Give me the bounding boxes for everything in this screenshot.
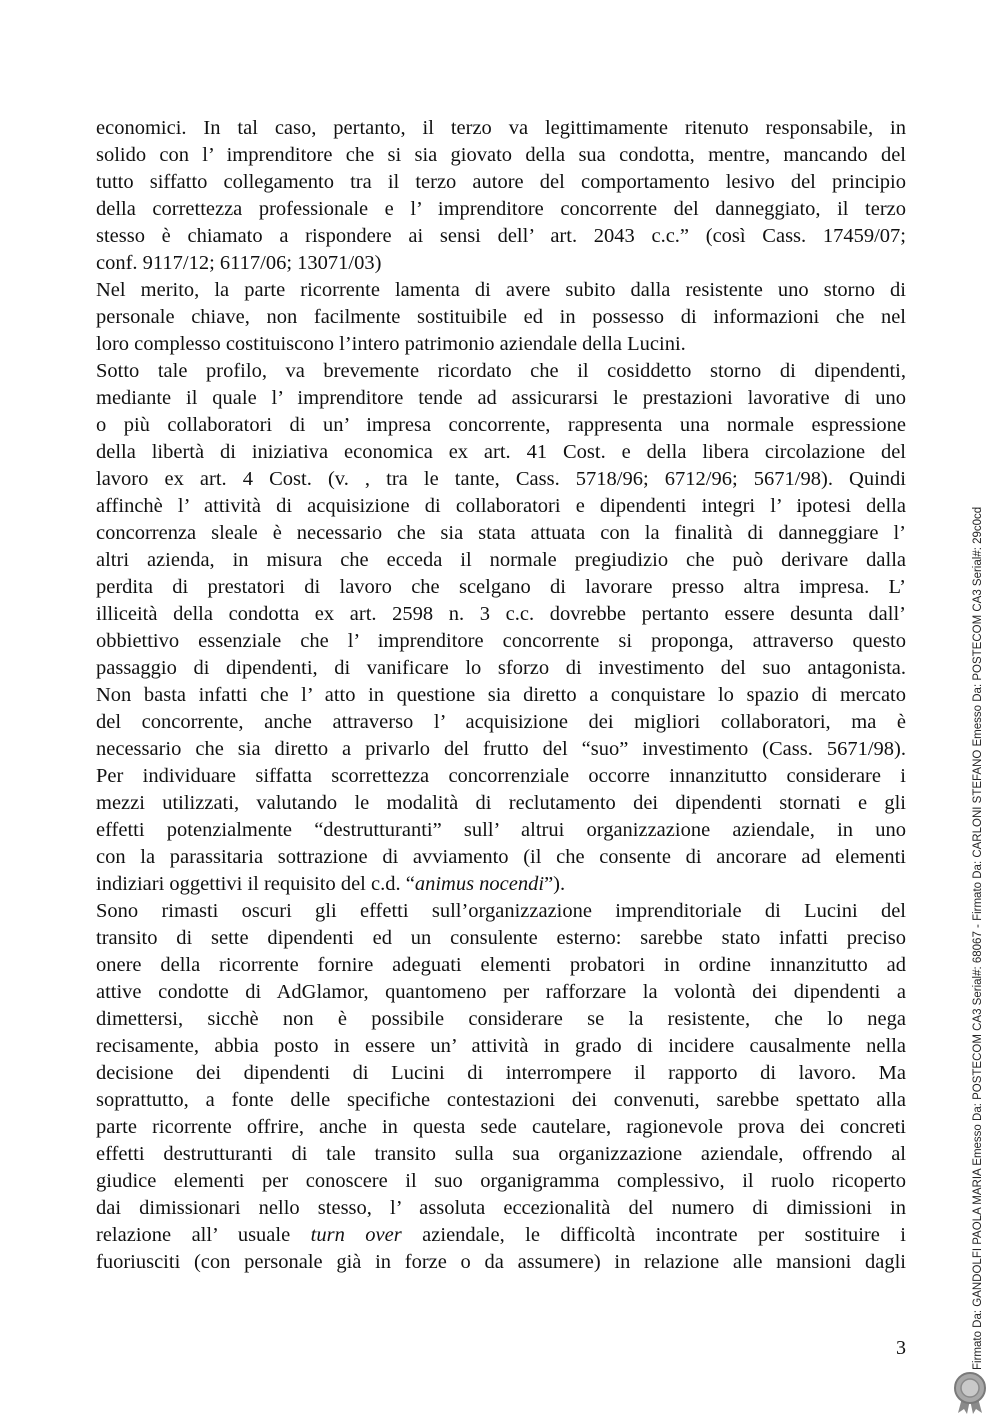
text-segment: relazione all’ usuale bbox=[96, 1224, 311, 1246]
page-number: 3 bbox=[896, 1337, 906, 1359]
text-segment: altri azienda, in misura che ecceda il normale pregiudizio che può derivare dalla bbox=[96, 549, 906, 571]
text-segment: passaggio di dipendenti, di vanificare lo sforzo di investimento del suo antagonista. bbox=[96, 657, 906, 679]
italic-term: animus nocendi bbox=[414, 873, 545, 895]
text-line bbox=[96, 439, 906, 466]
text-segment: economici. In tal caso, pertanto, il terzo va legittimamente ritenuto responsabile, in bbox=[96, 117, 906, 139]
text-line bbox=[96, 1195, 906, 1222]
text-line bbox=[96, 601, 906, 628]
text-line bbox=[96, 1114, 906, 1141]
text-segment: attive condotte di AdGlamor, quantomeno per rafforzare la volontà dei dipendenti a bbox=[96, 981, 906, 1003]
text-line bbox=[96, 250, 906, 277]
digital-signature-strip: Firmato Da: GANDOLFI PAOLA MARIA Emesso Da: POSTECOM CA3 Serial#: 68067 - Firmato Da: CARLONI STEFANO Emesso Da: POSTECOM CA3 Serial#: 29c0cd bbox=[972, 506, 984, 1370]
text-segment: ”). bbox=[544, 873, 566, 895]
text-segment: personale chiave, non facilmente sostituibile ed in possesso di informazioni che nel bbox=[96, 306, 906, 328]
text-line bbox=[96, 169, 906, 196]
text-line bbox=[96, 196, 906, 223]
text-segment: del concorrente, anche attraverso l’ acquisizione dei migliori collaboratori, ma è bbox=[96, 711, 906, 733]
text-segment: effetti destrutturanti di tale transito sulla sua organizzazione aziendale, offrendo al bbox=[96, 1143, 906, 1165]
text-segment: affinchè l’ attività di acquisizione di collaboratori e dipendenti integri l’ ipotesi della bbox=[96, 495, 906, 517]
text-line bbox=[96, 331, 906, 358]
text-line bbox=[96, 763, 906, 790]
text-segment: soprattutto, a fonte delle specifiche contestazioni dei convenuti, sarebbe spettato alla bbox=[96, 1089, 906, 1111]
text-segment: stesso è chiamato a rispondere ai sensi dell’ art. 2043 c.c.” (così Cass. 17459/07; bbox=[96, 225, 906, 247]
text-segment: fuoriusciti (con personale già in forze o da assumere) in relazione alle mansioni dagli bbox=[96, 1251, 906, 1273]
text-segment: Per individuare siffatta scorrettezza concorrenziale occorre innanzitutto considerare i bbox=[96, 765, 906, 787]
text-segment: illiceità della condotta ex art. 2598 n. 3 c.c. dovrebbe pertanto essere desunta dall’ bbox=[96, 603, 906, 625]
document-body bbox=[96, 115, 906, 1276]
text-line bbox=[96, 115, 906, 142]
text-line bbox=[96, 979, 906, 1006]
text-line bbox=[96, 493, 906, 520]
text-line bbox=[96, 1168, 906, 1195]
text-segment: giudice elementi per conoscere il suo organigramma complessivo, il ruolo ricoperto bbox=[96, 1170, 906, 1192]
text-segment: Sotto tale profilo, va brevemente ricordato che il cosiddetto storno di dipendenti, bbox=[96, 360, 906, 382]
text-line bbox=[96, 655, 906, 682]
text-segment: perdita di prestatori di lavoro che scelgano di lavorare presso altra impresa. L’ bbox=[96, 576, 906, 598]
text-line bbox=[96, 682, 906, 709]
text-segment: obbiettivo essenziale che l’ imprenditore concorrente si proponga, attraverso questo bbox=[96, 630, 906, 652]
text-line bbox=[96, 790, 906, 817]
text-line bbox=[96, 1222, 906, 1249]
text-line bbox=[96, 412, 906, 439]
text-line bbox=[96, 547, 906, 574]
text-segment: lavoro ex art. 4 Cost. (v. , tra le tante, Cass. 5718/96; 6712/96; 5671/98). Quindi bbox=[96, 468, 906, 490]
text-segment: Sono rimasti oscuri gli effetti sull’organizzazione imprenditoriale di Lucini del bbox=[96, 900, 906, 922]
text-segment: loro complesso costituiscono l’intero patrimonio aziendale della Lucini. bbox=[96, 333, 686, 355]
text-line bbox=[96, 1141, 906, 1168]
text-segment: necessario che sia diretto a privarlo del frutto del “suo” investimento (Cass. 5671/98). bbox=[96, 738, 906, 760]
text-line bbox=[96, 898, 906, 925]
text-segment: transito di sette dipendenti ed un consulente esterno: sarebbe stato infatti preciso bbox=[96, 927, 906, 949]
text-segment: Nel merito, la parte ricorrente lamenta di avere subito dalla resistente uno storno di bbox=[96, 279, 906, 301]
text-line bbox=[96, 520, 906, 547]
text-segment: mediante il quale l’ imprenditore tende ad assicurarsi le prestazioni lavorative di uno bbox=[96, 387, 906, 409]
text-segment: mezzi utilizzati, valutando le modalità di reclutamento dei dipendenti stornati e gli bbox=[96, 792, 906, 814]
text-line bbox=[96, 574, 906, 601]
text-line bbox=[96, 736, 906, 763]
text-segment: parte ricorrente offrire, anche in questa sede cautelare, ragionevole prova dei concreti bbox=[96, 1116, 906, 1138]
text-line bbox=[96, 223, 906, 250]
text-segment: tutto siffatto collegamento tra il terzo autore del comportamento lesivo del principio bbox=[96, 171, 906, 193]
text-segment: della libertà di iniziativa economica ex art. 41 Cost. e della libera circolazione del bbox=[96, 441, 906, 463]
text-line bbox=[96, 466, 906, 493]
text-line bbox=[96, 709, 906, 736]
text-segment: o più collaboratori di un’ impresa concorrente, rappresenta una normale espressione bbox=[96, 414, 906, 436]
text-segment: indiziari oggettivi il requisito del c.d. “ bbox=[96, 873, 415, 895]
text-segment: Non basta infatti che l’ atto in questione sia diretto a conquistare lo spazio di mercato bbox=[96, 684, 906, 706]
text-line bbox=[96, 1249, 906, 1276]
text-line bbox=[96, 844, 906, 871]
text-line bbox=[96, 385, 906, 412]
text-line bbox=[96, 358, 906, 385]
text-segment: onere della ricorrente fornire adeguati elementi probatori in ordine innanzitutto ad bbox=[96, 954, 906, 976]
text-line bbox=[96, 952, 906, 979]
text-line bbox=[96, 871, 906, 898]
text-line bbox=[96, 304, 906, 331]
text-segment: dai dimissionari nello stesso, l’ assoluta eccezionalità del numero di dimissioni in bbox=[96, 1197, 906, 1219]
text-line bbox=[96, 277, 906, 304]
text-line bbox=[96, 1006, 906, 1033]
text-segment: dimettersi, sicchè non è possibile considerare se la resistente, che lo nega bbox=[96, 1008, 906, 1030]
text-line bbox=[96, 142, 906, 169]
text-segment: solido con l’ imprenditore che si sia giovato della sua condotta, mentre, mancando del bbox=[96, 144, 906, 166]
ribbon-seal-icon bbox=[950, 1370, 990, 1414]
text-segment: effetti potenzialmente “destrutturanti” sull’ altrui organizzazione aziendale, in uno bbox=[96, 819, 906, 841]
text-line bbox=[96, 925, 906, 952]
text-segment: aziendale, le difficoltà incontrate per sostituire i bbox=[401, 1224, 906, 1246]
text-segment: conf. 9117/12; 6117/06; 13071/03) bbox=[96, 252, 382, 274]
italic-term: turn over bbox=[310, 1224, 402, 1246]
text-line bbox=[96, 628, 906, 655]
text-segment: con la parassitaria sottrazione di avviamento (il che consente di ancorare ad elementi bbox=[96, 846, 906, 868]
text-line bbox=[96, 817, 906, 844]
text-segment: decisione dei dipendenti di Lucini di interrompere il rapporto di lavoro. Ma bbox=[96, 1062, 906, 1084]
text-line bbox=[96, 1087, 906, 1114]
text-line bbox=[96, 1033, 906, 1060]
text-segment: recisamente, abbia posto in essere un’ attività in grado di incidere causalmente nella bbox=[96, 1035, 906, 1057]
text-segment: della correttezza professionale e l’ imprenditore concorrente del danneggiato, il terzo bbox=[96, 198, 906, 220]
text-line bbox=[96, 1060, 906, 1087]
text-segment: concorrenza sleale è necessario che sia stata attuata con la finalità di danneggiare l’ bbox=[96, 522, 906, 544]
